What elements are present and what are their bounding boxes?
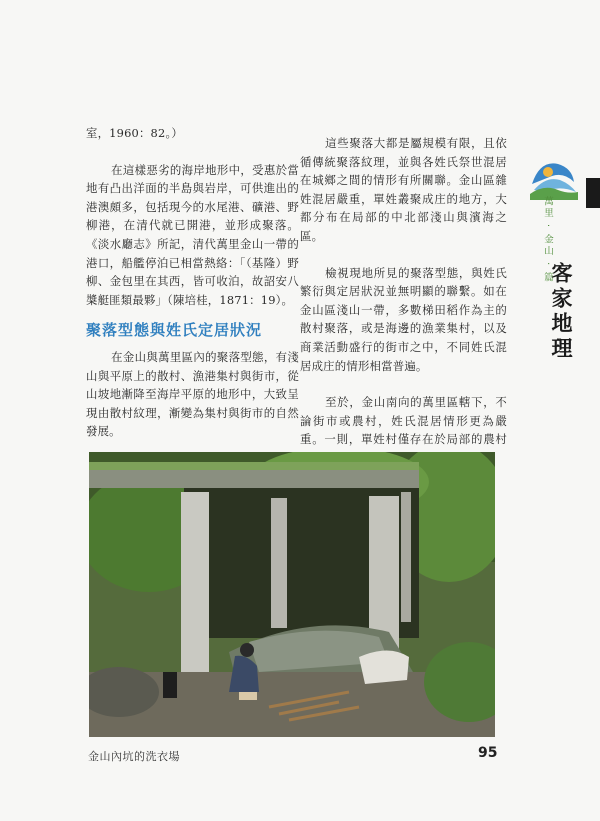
paragraph-wanli: 至於，金山南向的萬里區轄下，不論街市或農村，姓氏混居情形更為嚴重。一則，單姓村僅存在於局部的農村 (300, 395, 507, 447)
laundry-site-photo (89, 452, 495, 737)
landscape-logo-icon (528, 154, 580, 206)
section-heading: 聚落型態與姓氏定居狀況 (86, 321, 263, 340)
photo-caption: 金山內坑的洗衣場 (88, 750, 180, 763)
paragraph-harbors: 在這樣惡劣的海岸地形中，受惠於當地有凸出洋面的半島與岩岸，可供進出的港澳頗多，包括現今的水尾港、礦港、野柳港，在清代就已開港，並形成聚落。《淡水廳志》所記，清代萬里金山一帶的港口，船艦停泊已相當熱絡：「（基隆）野柳、金包里在其西，皆可收泊，故詔安八槳艇匪類最夥」（陳培桂，1871：19）。 (86, 162, 299, 307)
chapter-region-label: 萬里 · 金山 · 篇 (542, 196, 553, 284)
paragraph-settlement-types: 在金山與萬里區內的聚落型態，有淺山與平原上的散村、漁港集村與街市，從山坡地漸降至海岸平原的地形中，大致呈現由散村紋理，漸變為集村與街市的自然發展。 (86, 349, 299, 439)
book-title-vertical: 客家地理 (549, 262, 573, 362)
citation-continuation: 室，1960：82。） (86, 126, 183, 140)
page-number: 95 (478, 745, 498, 761)
left-text-column (86, 124, 299, 441)
paragraph-settlement-scale: 這些聚落大都是屬規模有限，且依循傳統聚落紋理，並與各姓氏祭世混居在城鄉之間的情形有所關聯。金山區雜姓混居嚴重，單姓叢聚成庄的地方，大都分布在局部的中北部淺山與濱海之區。 (300, 136, 507, 243)
chapter-marker-bar (586, 178, 600, 208)
paragraph-survey: 檢視現地所見的聚落型態，與姓氏繁衍與定居狀況並無明顯的聯繫。如在金山區淺山一帶，多數梯田稻作為主的散村聚落，或是海邊的漁業集村，以及商業活動盛行的街市之中，不同姓氏混居成庄的情形相當普遍。 (300, 265, 507, 373)
right-text-column (300, 134, 507, 468)
